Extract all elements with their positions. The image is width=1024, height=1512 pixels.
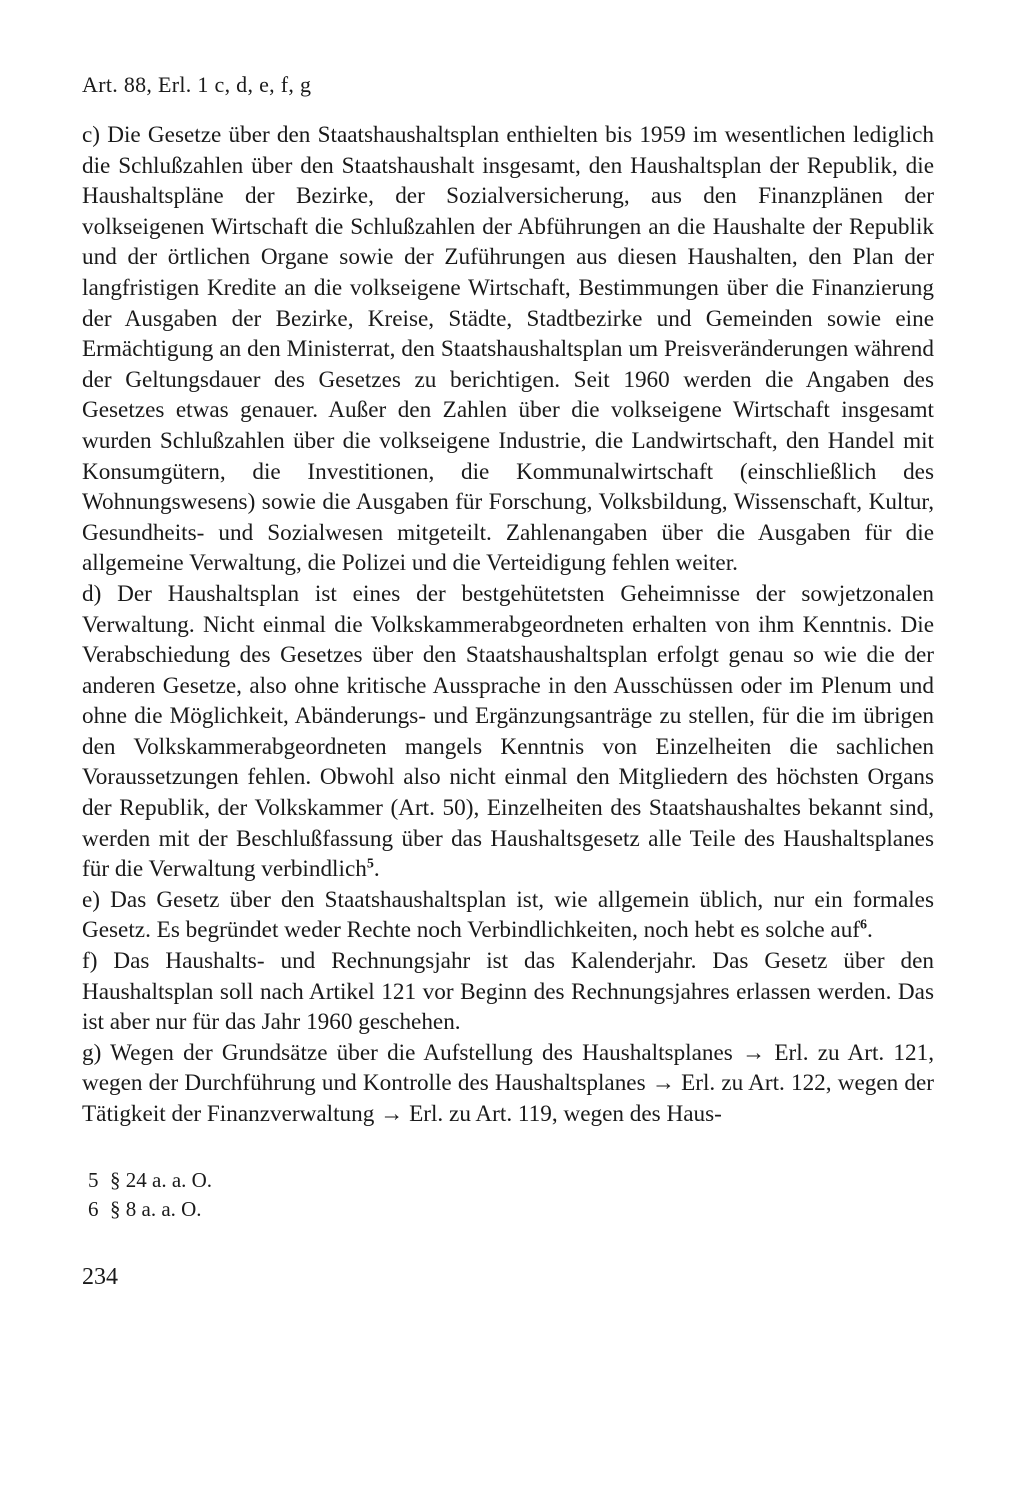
paragraph-g: [82, 1038, 934, 1130]
footnote-6: [88, 1195, 934, 1224]
body-text: [82, 120, 934, 1130]
paragraph-e-after: .: [867, 917, 873, 944]
page-number: 234: [82, 1263, 118, 1290]
footnote-number: 5: [88, 1167, 99, 1192]
footnote-text: § 8 a. a. O.: [110, 1196, 202, 1221]
footnote-number: 6: [88, 1196, 99, 1221]
document-page: [82, 70, 934, 1292]
paragraph-e-text: e) Das Gesetz über den Staatshaushaltsplan ist, wie allgemein üblich, nur ein formales Gesetz. Es begründet weder Rechte noch Verbindlichkeiten, noch hebt es solche auf: [82, 886, 934, 944]
paragraph-d-text: d) Der Haushaltsplan ist eines der bestgehütetsten Geheimnisse der sowjetzonalen Verwaltung. Nicht einmal die Volkskammerabgeordneten erhalten von ihm Kenntnis. Die Verabschiedung des Gesetzes über den Staatshaushaltsplan erfolgt genau so wie die der anderen Gesetze, also ohne kritische Aussprache in den Ausschüssen oder im Plenum und ohne die Möglichkeit, Abänderungs- und Ergänzungsanträge zu stellen, für die im übrigen den Volkskammerabgeordneten mangels Kenntnis von Einzelheiten die sachlichen Voraussetzungen fehlen. Obwohl also nicht einmal den Mitgliedern des höchsten Organs der Republik, der Volkskammer (Art. 50), Einzelheiten des Staatshaushaltes bekannt sind, werden mit der Beschlußfassung über das Haushaltsgesetz alle Teile des Haushaltsplanes für die Verwaltung verbindlich: [82, 580, 934, 883]
paragraph-f-text: f) Das Haushalts- und Rechnungsjahr ist das Kalenderjahr. Das Gesetz über den Haushaltsplan soll nach Artikel 121 vor Beginn des Rechnungsjahres erlassen werden. Das ist aber nur für das Jahr 1960 geschehen.: [82, 948, 934, 1036]
footnote-ref-6[interactable]: 6: [860, 917, 868, 933]
paragraph-c: [82, 120, 934, 579]
paragraph-e: [82, 885, 934, 946]
paragraph-c-text: c) Die Gesetze über den Staatshaushaltsplan enthielten bis 1959 im wesentlichen lediglich die Schlußzahlen über den Staatshaushalt insgesamt, den Haushaltsplan der Republik, die Haushaltspläne der Bezirke, der Sozialversicherung, aus den Finanzplänen der volkseigenen Wirtschaft die Schlußzahlen der Abführungen an die Haushalte der Republik und der örtlichen Organe sowie der Zuführungen aus diesen Haushalten, den Plan der langfristigen Kredite an die volkseigene Wirtschaft, Bestimmungen über die Finanzierung der Ausgaben der Bezirke, Kreise, Städte, Stadtbezirke und Gemeinden sowie eine Ermächtigung an den Ministerrat, den Staatshaushaltsplan um Preisveränderungen während der Geltungsdauer des Gesetzes zu berichtigen. Seit 1960 werden die Angaben des Gesetzes etwas genauer. Außer den Zahlen über die volkseigene Wirtschaft insgesamt wurden Schlußzahlen über die volkseigene Industrie, die Landwirtschaft, den Handel mit Konsumgütern, die Investitionen, die Kommunalwirtschaft (einschließlich des Wohnungswesens) sowie die Ausgaben für Forschung, Volksbildung, Wissenschaft, Kultur, Gesundheits- und Sozialwesen mitgeteilt. Zahlenangaben über die Ausgaben für die allgemeine Verwaltung, die Polizei und die Verteidigung fehlen weiter.: [82, 122, 934, 577]
paragraph-g-text: g) Wegen der Grundsätze über die Aufstellung des Haushaltsplanes → Erl. zu Art. 121, wegen der Durchführung und Kontrolle des Haushaltsplanes → Erl. zu Art. 122, wegen der Tätigkeit der Finanzverwaltung → Erl. zu Art. 119, wegen des Haus-: [82, 1039, 934, 1127]
footnote-text: § 24 a. a. O.: [110, 1167, 213, 1192]
footnote-5: [88, 1166, 934, 1195]
footnotes: [82, 1166, 934, 1224]
footnote-ref-5[interactable]: 5: [366, 856, 374, 872]
paragraph-d-after: .: [373, 856, 380, 883]
running-head: Art. 88, Erl. 1 c, d, e, f, g: [82, 72, 312, 97]
paragraph-f: [82, 946, 934, 1038]
paragraph-d: [82, 579, 934, 885]
